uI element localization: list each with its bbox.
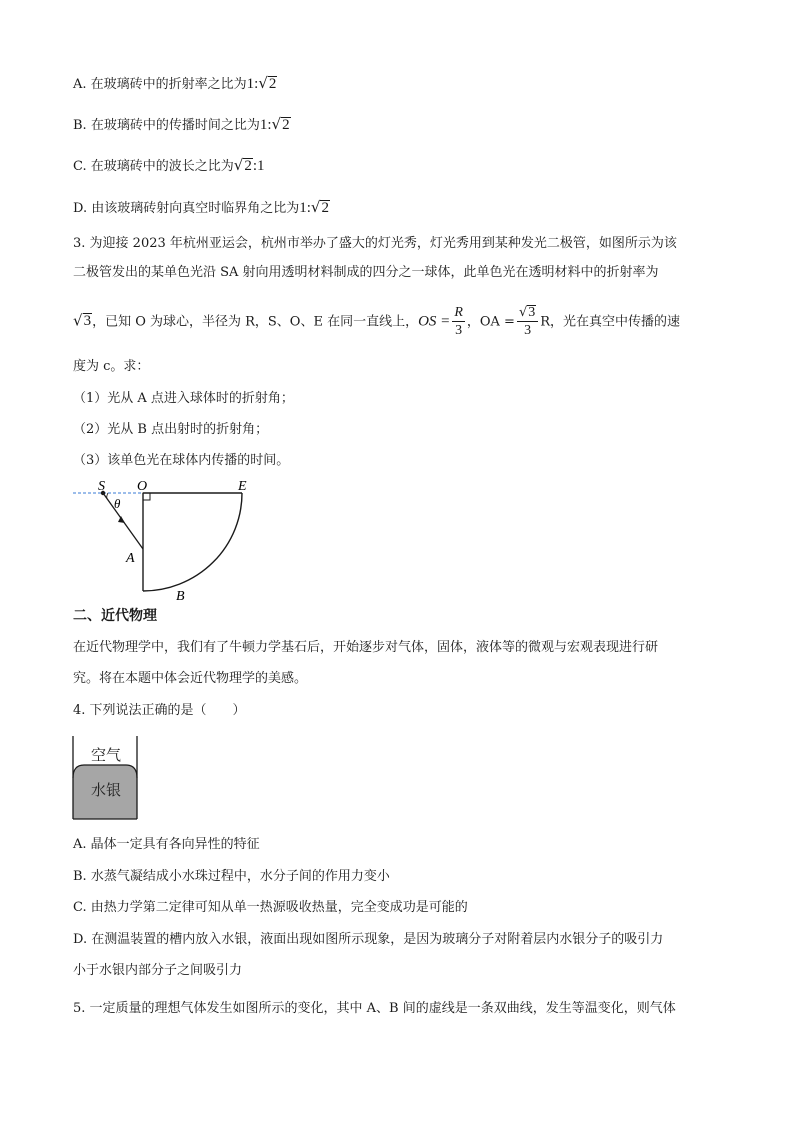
ratio-text: :1 (252, 158, 265, 174)
option-a: A. 在玻璃砖中的折射率之比为1:√2 (73, 74, 277, 92)
q3-sub2: （2）光从 B 点出射时的折射角； (73, 422, 269, 437)
q3-line3: √3，已知 O 为球心，半径为 R，S、O、E 在同一直线上，OS = $\frac{R}{3}$ ，OA = $\frac{√3}{3}$ R，光在真空中传播的速 (73, 305, 681, 339)
section-heading: 二、近代物理 (73, 608, 157, 624)
q3-given: ，已知 O 为球心，半径为 R，S、O、E 在同一直线上， (92, 314, 419, 330)
q4-stem: 4. 下列说法正确的是（ ） (73, 703, 246, 718)
os-fraction: $\frac{R}{3}$ (454, 305, 463, 339)
q5-stem: 5. 一定质量的理想气体发生如图所示的变化，其中 A、B 间的虚线是一条双曲线，发生等温变化，则气体 (73, 1001, 676, 1016)
q4-option-d-1: D. 在测温装置的槽内放入水银，液面出现如图所示现象，是因为玻璃分子对附着层内水银分子的吸引力 (73, 932, 664, 947)
os-label: OS = (418, 313, 451, 330)
radicand: 2 (244, 158, 252, 174)
oa-fraction: $\frac{√3}{3}$ (517, 305, 538, 339)
option-text: B. 在玻璃砖中的传播时间之比为 (73, 118, 260, 133)
option-text: A. 在玻璃砖中的折射率之比为 (73, 77, 247, 92)
q3-sub1: （1）光从 A 点进入球体时的折射角； (73, 391, 294, 406)
option-text: D. 由该玻璃砖射向真空时临界角之比为 (73, 201, 300, 216)
section-intro-2: 究。将在本题中体会近代物理学的美感。 (73, 671, 308, 686)
label-b: B (176, 589, 185, 602)
q3-line2: 二极管发出的某单色光沿 SA 射向用透明材料制成的四分之一球体，此单色光在透明材料中的折射率为 (73, 265, 659, 280)
label-o: O (137, 479, 148, 494)
ray-arrow-icon (118, 516, 125, 523)
oa-label: ，OA = (466, 314, 515, 330)
radicand: 2 (282, 117, 290, 133)
label-a: A (126, 551, 135, 566)
q4-option-a: A. 晶体一定具有各向异性的特征 (73, 837, 260, 852)
q4-option-c: C. 由热力学第二定律可知从单一热源吸收热量，完全变成功是可能的 (73, 900, 468, 915)
q3-line1: 3. 为迎接 2023 年杭州亚运会，杭州市举办了盛大的灯光秀，灯光秀用到某种发光二极管，如图所示为该 (73, 236, 677, 251)
q3-sub3: （3）该单色光在球体内传播的时间。 (73, 453, 290, 468)
quarter-arc (143, 493, 242, 591)
label-air: 空气 (91, 746, 122, 764)
label-s: S (98, 479, 105, 494)
mercury-container-figure (70, 734, 140, 824)
q3-line4: 度为 c。求： (73, 359, 150, 374)
option-text: C. 在玻璃砖中的波长之比为 (73, 159, 234, 174)
ratio-text: 1: (299, 200, 311, 216)
option-d: D. 由该玻璃砖射向真空时临界角之比为1:√2 (73, 198, 329, 216)
right-angle-mark (143, 493, 150, 500)
radicand: 3 (83, 313, 92, 330)
option-c: C. 在玻璃砖中的波长之比为√2:1 (73, 156, 265, 174)
option-b: B. 在玻璃砖中的传播时间之比为1:√2 (73, 115, 290, 133)
label-mercury: 水银 (91, 781, 122, 799)
label-e: E (238, 479, 247, 494)
section-intro-1: 在近代物理学中，我们有了牛顿力学基石后，开始逐步对气体，固体，液体等的微观与宏观表现进行研 (73, 640, 659, 655)
ratio-text: 1: (246, 76, 259, 92)
radicand: 2 (268, 76, 277, 92)
label-theta: θ (114, 496, 121, 511)
q4-option-d-2: 小于水银内部分子之间吸引力 (73, 963, 243, 978)
quarter-sphere-figure (70, 476, 260, 602)
ratio-text: 1: (259, 117, 272, 133)
q4-option-b: B. 水蒸气凝结成小水珠过程中，水分子间的作用力变小 (73, 869, 390, 884)
radicand: 2 (321, 200, 329, 216)
q3-tail: R，光在真空中传播的速 (540, 314, 681, 330)
